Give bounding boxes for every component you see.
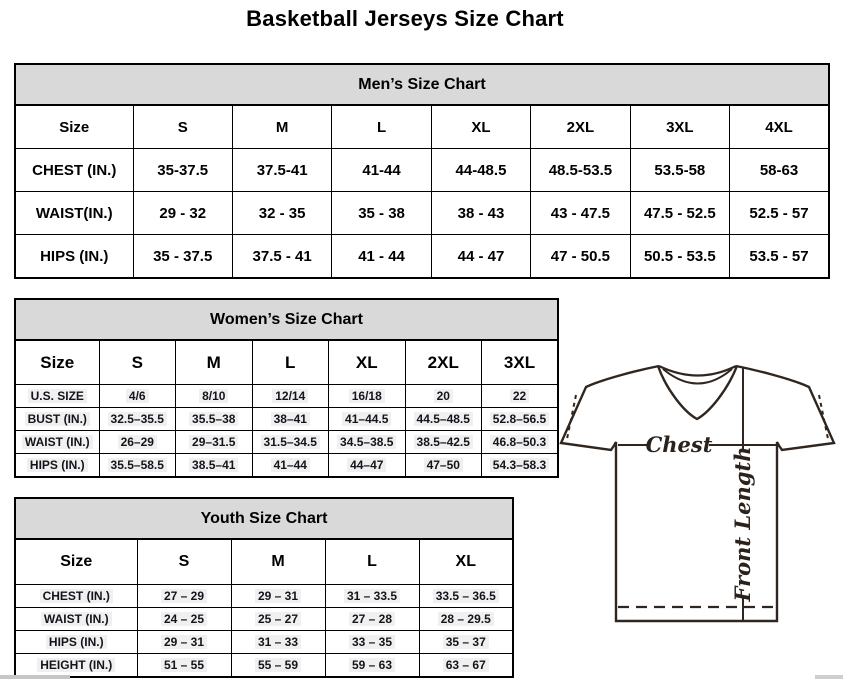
size-value-text: 52.8–56.5: [490, 412, 549, 426]
column-header: 4XL: [730, 105, 829, 149]
size-value: 50.5 - 53.5: [630, 235, 729, 279]
column-header: Size: [15, 340, 99, 385]
page-title: Basketball Jerseys Size Chart: [246, 6, 564, 31]
size-value: [176, 408, 253, 431]
size-value: [176, 454, 253, 478]
size-value: [405, 408, 482, 431]
jersey-outline: [561, 366, 834, 621]
size-value: 43 - 47.5: [531, 192, 630, 235]
youth-size-table: [14, 497, 514, 678]
size-value-text: 44.5–48.5: [414, 412, 473, 426]
column-header: Size: [15, 539, 137, 585]
size-value: 41 - 44: [332, 235, 431, 279]
size-value: [405, 454, 482, 478]
row-label: [15, 654, 137, 678]
table-row: [15, 431, 558, 454]
size-value: 58-63: [730, 149, 829, 192]
table-row: [15, 585, 513, 608]
youth-section-title: Youth Size Chart: [15, 498, 513, 539]
size-value: [329, 408, 406, 431]
row-label: [15, 454, 99, 478]
size-value: [325, 631, 419, 654]
size-value-text: 29–31.5: [189, 435, 238, 449]
jersey-diagram: [553, 356, 843, 676]
size-value: [99, 385, 176, 408]
row-label: CHEST (IN.): [15, 149, 133, 192]
size-value-text: 25 – 27: [255, 612, 301, 626]
size-value: [252, 408, 329, 431]
row-label: [15, 631, 137, 654]
row-label: [15, 431, 99, 454]
column-header: 3XL: [630, 105, 729, 149]
size-value: [99, 431, 176, 454]
size-value-text: 29 – 31: [161, 635, 207, 649]
column-header: L: [252, 340, 329, 385]
size-value: 47 - 50.5: [531, 235, 630, 279]
size-value-text: 31 – 33: [255, 635, 301, 649]
column-header: S: [137, 539, 231, 585]
size-value: 47.5 - 52.5: [630, 192, 729, 235]
size-value: [482, 385, 559, 408]
column-header: S: [133, 105, 232, 149]
scrollbar-fragment-right[interactable]: [815, 675, 843, 679]
table-row: [15, 654, 513, 678]
row-label: [15, 408, 99, 431]
table-row: [15, 64, 829, 105]
size-value-text: 38–41: [271, 412, 310, 426]
womens-size-table: [14, 298, 559, 478]
size-value: [329, 385, 406, 408]
size-value-text: 34.5–38.5: [337, 435, 396, 449]
table-row: [15, 149, 829, 192]
table-row: [15, 631, 513, 654]
column-header: Size: [15, 105, 133, 149]
size-value: 48.5-53.5: [531, 149, 630, 192]
table-row: [15, 299, 558, 340]
size-value: [405, 385, 482, 408]
size-value: [405, 431, 482, 454]
column-header: XL: [329, 340, 406, 385]
size-value-text: 27 – 29: [161, 589, 207, 603]
womens-section-title: Women’s Size Chart: [15, 299, 558, 340]
size-value-text: 29 – 31: [255, 589, 301, 603]
size-value: 53.5-58: [630, 149, 729, 192]
table-row: [15, 608, 513, 631]
column-header: XL: [419, 539, 513, 585]
table-row: [15, 454, 558, 478]
size-value-text: 38.5–42.5: [414, 435, 473, 449]
size-value-text: 26–29: [118, 435, 157, 449]
size-value-text: 22: [510, 389, 529, 403]
row-label-text: HIPS (IN.): [46, 635, 107, 649]
table-row: [15, 385, 558, 408]
table-row: [15, 498, 513, 539]
size-value-text: 35 – 37: [443, 635, 489, 649]
row-label-text: BUST (IN.): [25, 412, 90, 426]
column-header: 2XL: [405, 340, 482, 385]
size-value: [252, 385, 329, 408]
size-value: [137, 654, 231, 678]
size-value-text: 28 – 29.5: [438, 612, 494, 626]
size-value: 35 - 38: [332, 192, 431, 235]
column-header: L: [325, 539, 419, 585]
size-value-text: 24 – 25: [161, 612, 207, 626]
size-value: [419, 631, 513, 654]
size-value: 38 - 43: [431, 192, 530, 235]
size-value: [231, 631, 325, 654]
size-value: [329, 454, 406, 478]
row-label: HIPS (IN.): [15, 235, 133, 279]
size-value-text: 31 – 33.5: [344, 589, 400, 603]
size-value-text: 33 – 35: [349, 635, 395, 649]
mens-size-table: [14, 63, 830, 279]
row-label-text: CHEST (IN.): [40, 589, 113, 603]
row-label-text: HIPS (IN.): [27, 458, 88, 472]
size-value: [252, 431, 329, 454]
size-value: [419, 608, 513, 631]
size-value: [99, 454, 176, 478]
size-value: [176, 431, 253, 454]
column-header: XL: [431, 105, 530, 149]
table-row: [15, 408, 558, 431]
size-value: [482, 408, 559, 431]
size-value-text: 4/6: [126, 389, 149, 403]
mens-section-title: Men’s Size Chart: [15, 64, 829, 105]
column-header: M: [232, 105, 331, 149]
size-value-text: 8/10: [199, 389, 228, 403]
row-label-text: WAIST (IN.): [22, 435, 93, 449]
row-label: WAIST(IN.): [15, 192, 133, 235]
size-value: 44 - 47: [431, 235, 530, 279]
size-value: [482, 454, 559, 478]
size-value: [231, 608, 325, 631]
size-value: [325, 608, 419, 631]
size-value-text: 54.3–58.3: [490, 458, 549, 472]
size-value: 53.5 - 57: [730, 235, 829, 279]
size-value-text: 55 – 59: [255, 658, 301, 672]
size-value: 35-37.5: [133, 149, 232, 192]
size-value: [137, 631, 231, 654]
front-length-label: Front Length: [730, 446, 755, 602]
size-value: 41-44: [332, 149, 431, 192]
size-value-text: 35.5–58.5: [108, 458, 167, 472]
size-value: 37.5-41: [232, 149, 331, 192]
column-header: S: [99, 340, 176, 385]
size-value-text: 63 – 67: [443, 658, 489, 672]
size-value: [325, 585, 419, 608]
size-value: [419, 654, 513, 678]
column-header: 2XL: [531, 105, 630, 149]
table-row: [15, 235, 829, 279]
size-value-text: 12/14: [272, 389, 308, 403]
size-value: [176, 385, 253, 408]
size-value-text: 38.5–41: [189, 458, 238, 472]
size-value-text: 59 – 63: [349, 658, 395, 672]
size-value: [137, 608, 231, 631]
size-value: 35 - 37.5: [133, 235, 232, 279]
size-value: [99, 408, 176, 431]
size-value: 32 - 35: [232, 192, 331, 235]
size-value-text: 20: [434, 389, 453, 403]
size-value: [231, 585, 325, 608]
size-value-text: 27 – 28: [349, 612, 395, 626]
row-label: [15, 385, 99, 408]
row-label-text: HEIGHT (IN.): [37, 658, 115, 672]
size-value: 52.5 - 57: [730, 192, 829, 235]
row-label: [15, 608, 137, 631]
size-value-text: 41–44.5: [342, 412, 391, 426]
size-value: [325, 654, 419, 678]
size-value: [419, 585, 513, 608]
size-value-text: 31.5–34.5: [261, 435, 320, 449]
size-value: 29 - 32: [133, 192, 232, 235]
row-label: [15, 585, 137, 608]
size-value-text: 16/18: [349, 389, 385, 403]
size-value-text: 47–50: [424, 458, 463, 472]
size-value: [137, 585, 231, 608]
column-header: M: [231, 539, 325, 585]
size-value: [329, 431, 406, 454]
column-header: L: [332, 105, 431, 149]
size-value-text: 46.8–50.3: [490, 435, 549, 449]
table-row: [15, 105, 829, 149]
size-value-text: 41–44: [271, 458, 310, 472]
row-label-text: U.S. SIZE: [28, 389, 87, 403]
scrollbar-fragment-left[interactable]: [0, 675, 70, 679]
size-value-text: 35.5–38: [189, 412, 238, 426]
size-value: [252, 454, 329, 478]
jersey-diagram-svg: [553, 356, 843, 676]
table-row: [15, 340, 558, 385]
table-row: [15, 192, 829, 235]
chest-label: Chest: [645, 432, 713, 457]
size-value: 37.5 - 41: [232, 235, 331, 279]
size-value-text: 32.5–35.5: [108, 412, 167, 426]
row-label-text: WAIST (IN.): [41, 612, 112, 626]
size-value: 44-48.5: [431, 149, 530, 192]
size-value: [482, 431, 559, 454]
size-value-text: 51 – 55: [161, 658, 207, 672]
column-header: 3XL: [482, 340, 559, 385]
size-value-text: 44–47: [347, 458, 386, 472]
size-value: [231, 654, 325, 678]
column-header: M: [176, 340, 253, 385]
table-row: [15, 539, 513, 585]
size-value-text: 33.5 – 36.5: [433, 589, 499, 603]
